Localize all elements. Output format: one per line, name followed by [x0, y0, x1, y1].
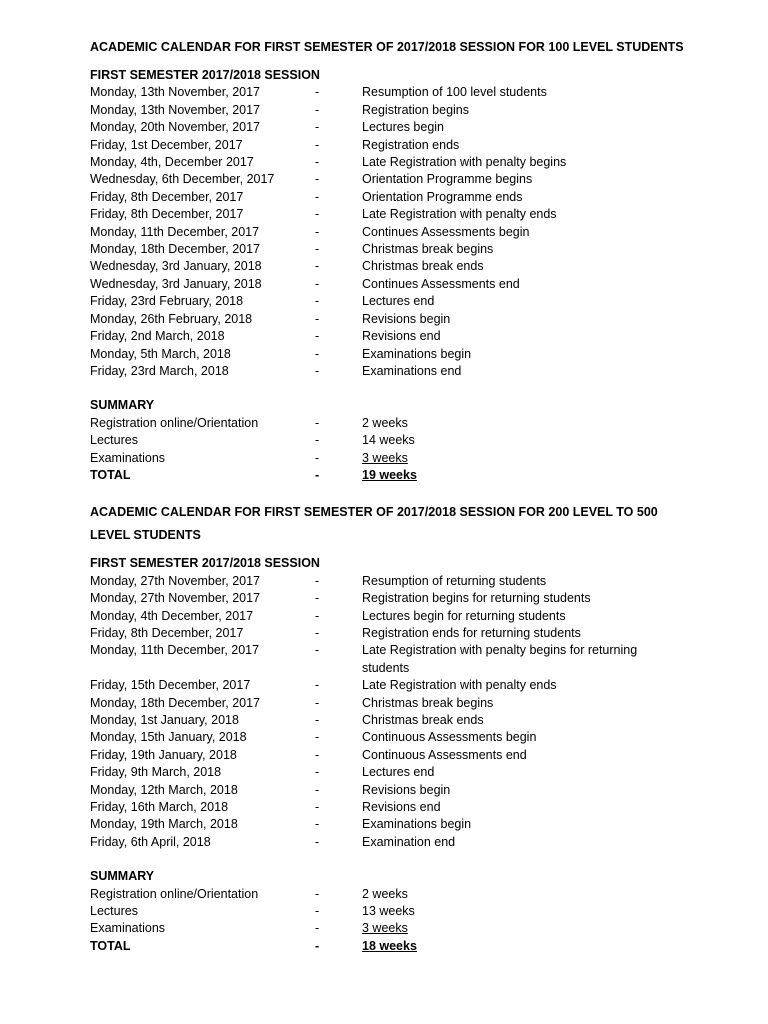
- event-row: [90, 311, 690, 328]
- event-row: [90, 206, 690, 223]
- event-description: Resumption of returning students: [362, 573, 547, 588]
- event-date: Monday, 26th February, 2018: [90, 311, 253, 326]
- event-description: Continues Assessments begin: [362, 224, 530, 239]
- separator: -: [315, 415, 320, 430]
- event-row: [90, 712, 690, 729]
- event-description: Orientation Programme begins: [362, 172, 533, 187]
- event-row: [90, 590, 690, 607]
- separator: -: [315, 467, 320, 482]
- event-description: Revisions begin: [362, 782, 451, 797]
- session-heading: FIRST SEMESTER 2017/2018 SESSION: [90, 68, 320, 82]
- separator: -: [315, 747, 320, 762]
- event-row: [90, 137, 690, 154]
- summary-heading: SUMMARY: [90, 398, 155, 413]
- separator: -: [315, 311, 320, 326]
- event-date: Monday, 19th March, 2018: [90, 817, 238, 832]
- event-date: Monday, 27th November, 2017: [90, 573, 261, 588]
- event-date: Friday, 23rd March, 2018: [90, 363, 229, 378]
- event-row: [90, 258, 690, 275]
- event-description: Revisions begin: [362, 311, 451, 326]
- event-date: Wednesday, 6th December, 2017: [90, 172, 275, 187]
- event-description: Lectures end: [362, 294, 435, 309]
- total-label: TOTAL: [90, 467, 131, 482]
- event-date: Friday, 19th January, 2018: [90, 747, 237, 762]
- separator: -: [315, 782, 320, 797]
- event-description: Resumption of 100 level students: [362, 85, 547, 100]
- separator: -: [315, 921, 320, 936]
- summary-value: 2 weeks: [362, 886, 408, 901]
- summary-list: [90, 886, 690, 956]
- separator: -: [315, 730, 320, 745]
- event-row: [90, 154, 690, 171]
- separator: -: [315, 294, 320, 309]
- event-date: Monday, 12th March, 2018: [90, 782, 238, 797]
- event-row: [90, 764, 690, 781]
- event-date: Monday, 11th December, 2017: [90, 224, 260, 239]
- summary-value: 14 weeks: [362, 433, 415, 448]
- event-description: Revisions end: [362, 800, 441, 815]
- event-description: Examinations begin: [362, 346, 472, 361]
- event-date: Friday, 23rd February, 2018: [90, 294, 244, 309]
- summary-label: Registration online/Orientation: [90, 886, 259, 901]
- summary-row: [90, 920, 690, 937]
- summary-row: [90, 450, 690, 467]
- event-description: Examination end: [362, 834, 456, 849]
- section-title: ACADEMIC CALENDAR FOR FIRST SEMESTER OF 2017/2018 SESSION FOR 100 LEVEL STUDENTS: [90, 40, 684, 54]
- separator: -: [315, 765, 320, 780]
- event-date: Friday, 8th December, 2017: [90, 207, 244, 222]
- event-date: Friday, 9th March, 2018: [90, 765, 222, 780]
- event-row: [90, 363, 690, 380]
- event-row: [90, 189, 690, 206]
- summary-row: [90, 886, 690, 903]
- event-list: [90, 573, 690, 852]
- separator: -: [315, 102, 320, 117]
- separator: -: [315, 85, 320, 100]
- event-row: [90, 573, 690, 590]
- event-description: Continuous Assessments end: [362, 747, 527, 762]
- separator: -: [315, 137, 320, 152]
- event-date: Friday, 15th December, 2017: [90, 678, 251, 693]
- event-date: Friday, 16th March, 2018: [90, 800, 229, 815]
- summary-total-row: [90, 938, 690, 955]
- event-date: Monday, 15th January, 2018: [90, 730, 247, 745]
- event-description: Registration ends: [362, 137, 460, 152]
- calendar-section-100-level: [90, 36, 690, 484]
- event-description: Lectures begin for returning students: [362, 608, 566, 623]
- event-date: Monday, 13th November, 2017: [90, 85, 261, 100]
- event-date: Friday, 8th December, 2017: [90, 189, 244, 204]
- summary-label: Lectures: [90, 433, 138, 448]
- event-description: Revisions end: [362, 329, 441, 344]
- event-date: Monday, 27th November, 2017: [90, 591, 261, 606]
- event-row: [90, 328, 690, 345]
- event-description: Orientation Programme ends: [362, 189, 523, 204]
- event-date: Monday, 20th November, 2017: [90, 120, 261, 135]
- event-description: Late Registration with penalty ends: [362, 678, 557, 693]
- event-row: [90, 677, 690, 694]
- event-list: [90, 84, 690, 380]
- separator: -: [315, 573, 320, 588]
- separator: -: [315, 591, 320, 606]
- separator: -: [315, 625, 320, 640]
- summary-total-row: [90, 467, 690, 484]
- event-date: Wednesday, 3rd January, 2018: [90, 276, 262, 291]
- event-description: Continuous Assessments begin: [362, 730, 537, 745]
- separator: -: [315, 433, 320, 448]
- event-row: [90, 276, 690, 293]
- section-title: ACADEMIC CALENDAR FOR FIRST SEMESTER OF 2017/2018 SESSION FOR 200 LEVEL TO 500 LEVEL STUDENTS: [90, 505, 658, 543]
- summary-value: 3 weeks: [362, 921, 408, 936]
- event-description: Late Registration with penalty begins: [362, 155, 567, 170]
- separator: -: [315, 224, 320, 239]
- event-date: Friday, 1st December, 2017: [90, 137, 243, 152]
- event-description: Christmas break begins: [362, 242, 494, 257]
- separator: -: [315, 678, 320, 693]
- summary-label: Lectures: [90, 904, 138, 919]
- separator: -: [315, 189, 320, 204]
- event-description: Registration begins for returning students: [362, 591, 591, 606]
- summary-value: 2 weeks: [362, 415, 408, 430]
- separator: -: [315, 643, 320, 658]
- separator: -: [315, 817, 320, 832]
- event-date: Monday, 4th, December 2017: [90, 155, 254, 170]
- event-description: Lectures begin: [362, 120, 445, 135]
- separator: -: [315, 329, 320, 344]
- separator: -: [315, 207, 320, 222]
- event-row: [90, 171, 690, 188]
- separator: -: [315, 450, 320, 465]
- event-row: [90, 816, 690, 833]
- separator: -: [315, 363, 320, 378]
- event-row: [90, 102, 690, 119]
- total-value: 18 weeks: [362, 938, 417, 953]
- total-label: TOTAL: [90, 938, 131, 953]
- summary-label: Examinations: [90, 921, 166, 936]
- event-description: Christmas break begins: [362, 695, 494, 710]
- event-description: Lectures end: [362, 765, 435, 780]
- event-row: [90, 346, 690, 363]
- event-description: Late Registration with penalty begins for returning students: [362, 643, 638, 675]
- event-row: [90, 782, 690, 799]
- event-date: Monday, 18th December, 2017: [90, 242, 261, 257]
- event-description: Examinations begin: [362, 817, 472, 832]
- separator: -: [315, 242, 320, 257]
- event-row: [90, 119, 690, 136]
- separator: -: [315, 800, 320, 815]
- event-description: Christmas break ends: [362, 259, 484, 274]
- event-row: [90, 747, 690, 764]
- event-date: Monday, 5th March, 2018: [90, 346, 231, 361]
- event-date: Monday, 13th November, 2017: [90, 102, 261, 117]
- calendar-section-200-500-level: [90, 501, 690, 955]
- event-description: Late Registration with penalty ends: [362, 207, 557, 222]
- separator: -: [315, 608, 320, 623]
- total-value: 19 weeks: [362, 467, 417, 482]
- event-row: [90, 293, 690, 310]
- summary-row: [90, 432, 690, 449]
- event-date: Friday, 8th December, 2017: [90, 625, 244, 640]
- summary-value: 13 weeks: [362, 904, 415, 919]
- separator: -: [315, 120, 320, 135]
- event-description: Examinations end: [362, 363, 462, 378]
- summary-row: [90, 903, 690, 920]
- event-row: [90, 625, 690, 642]
- summary-label: Registration online/Orientation: [90, 415, 259, 430]
- separator: -: [315, 904, 320, 919]
- event-date: Friday, 2nd March, 2018: [90, 329, 225, 344]
- event-description: Christmas break ends: [362, 713, 484, 727]
- event-date: Wednesday, 3rd January, 2018: [90, 259, 262, 274]
- summary-value: 3 weeks: [362, 450, 408, 465]
- summary-row: [90, 415, 690, 432]
- summary-heading: SUMMARY: [90, 869, 155, 884]
- separator: -: [315, 172, 320, 187]
- separator: -: [315, 695, 320, 710]
- event-row: [90, 84, 690, 101]
- event-date: Monday, 4th December, 2017: [90, 608, 254, 623]
- event-row: [90, 729, 690, 746]
- event-description: Continues Assessments end: [362, 276, 520, 291]
- separator: -: [315, 276, 320, 291]
- event-row: [90, 224, 690, 241]
- event-row: [90, 241, 690, 258]
- calendar-document: [90, 36, 690, 955]
- event-row: [90, 799, 690, 816]
- event-date: Monday, 1st January, 2018: [90, 713, 239, 727]
- separator: -: [315, 834, 320, 849]
- event-row: [90, 834, 690, 851]
- separator: -: [315, 346, 320, 361]
- separator: -: [315, 155, 320, 170]
- event-date: Monday, 18th December, 2017: [90, 695, 261, 710]
- event-row: [90, 695, 690, 712]
- separator: -: [315, 938, 320, 953]
- summary-label: Examinations: [90, 450, 166, 465]
- separator: -: [315, 713, 320, 727]
- event-description: Registration ends for returning students: [362, 625, 581, 640]
- event-row: [90, 608, 690, 625]
- event-description: Registration begins: [362, 102, 470, 117]
- event-date: Monday, 11th December, 2017: [90, 643, 260, 658]
- separator: -: [315, 886, 320, 901]
- session-heading: FIRST SEMESTER 2017/2018 SESSION: [90, 556, 320, 571]
- event-date: Friday, 6th April, 2018: [90, 834, 211, 849]
- separator: -: [315, 259, 320, 274]
- event-row: [90, 642, 690, 677]
- summary-list: [90, 415, 690, 485]
